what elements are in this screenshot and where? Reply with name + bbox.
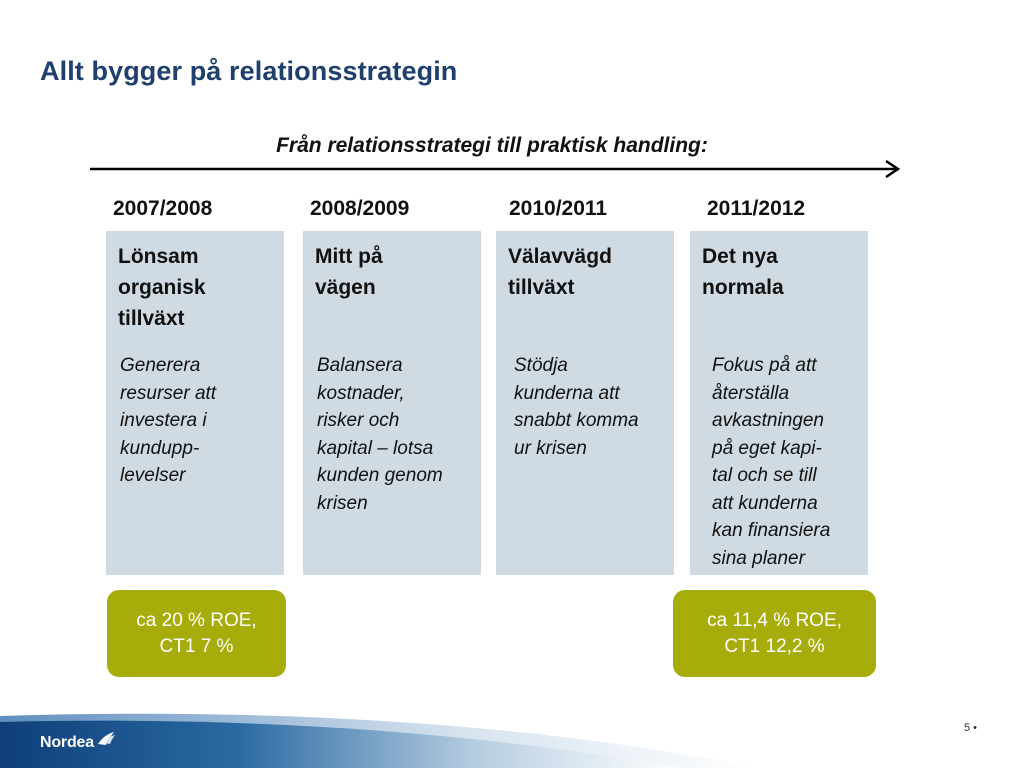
strategy-column-1 xyxy=(106,231,284,575)
year-label-2: 2008/2009 xyxy=(310,197,410,220)
column-heading: Lönsam organisk tillväxt xyxy=(118,245,206,330)
column-description: Fokus på att återställa avkastningen på eget kapi- tal och se till att kunderna kan finansiera sina planer xyxy=(712,355,831,569)
column-heading: Välavvägd tillväxt xyxy=(508,245,612,299)
page-number: 5 • xyxy=(964,722,978,734)
slide-title: Allt bygger på relationsstrategin xyxy=(40,56,458,86)
column-description: Stödja kunderna att snabbt komma ur krisen xyxy=(514,355,639,459)
nordea-sail-icon xyxy=(96,730,116,746)
slide-subtitle: Från relationsstrategi till praktisk handling: xyxy=(276,134,708,157)
column-description: Balansera kostnader, risker och kapital – lotsa kunden genom krisen xyxy=(317,355,443,514)
year-label-3: 2010/2011 xyxy=(509,197,608,220)
strategy-column-4 xyxy=(690,231,868,575)
column-heading: Det nya normala xyxy=(702,245,784,299)
column-description: Generera resurser att investera i kundupp- levelser xyxy=(120,355,217,486)
timeline-arrow-icon xyxy=(90,158,902,180)
footer-wave xyxy=(0,700,1024,768)
year-label-1: 2007/2008 xyxy=(113,197,213,220)
column-heading: Mitt på vägen xyxy=(315,245,383,299)
year-label-4: 2011/2012 xyxy=(707,197,806,220)
kpi-box-2011: ca 11,4 % ROE, CT1 12,2 % xyxy=(673,590,876,677)
strategy-column-2 xyxy=(303,231,481,575)
nordea-logo xyxy=(40,734,116,752)
kpi-box-2007: ca 20 % ROE, CT1 7 % xyxy=(107,590,286,677)
logo-text: Nordea xyxy=(40,734,94,751)
strategy-column-3 xyxy=(496,231,674,575)
